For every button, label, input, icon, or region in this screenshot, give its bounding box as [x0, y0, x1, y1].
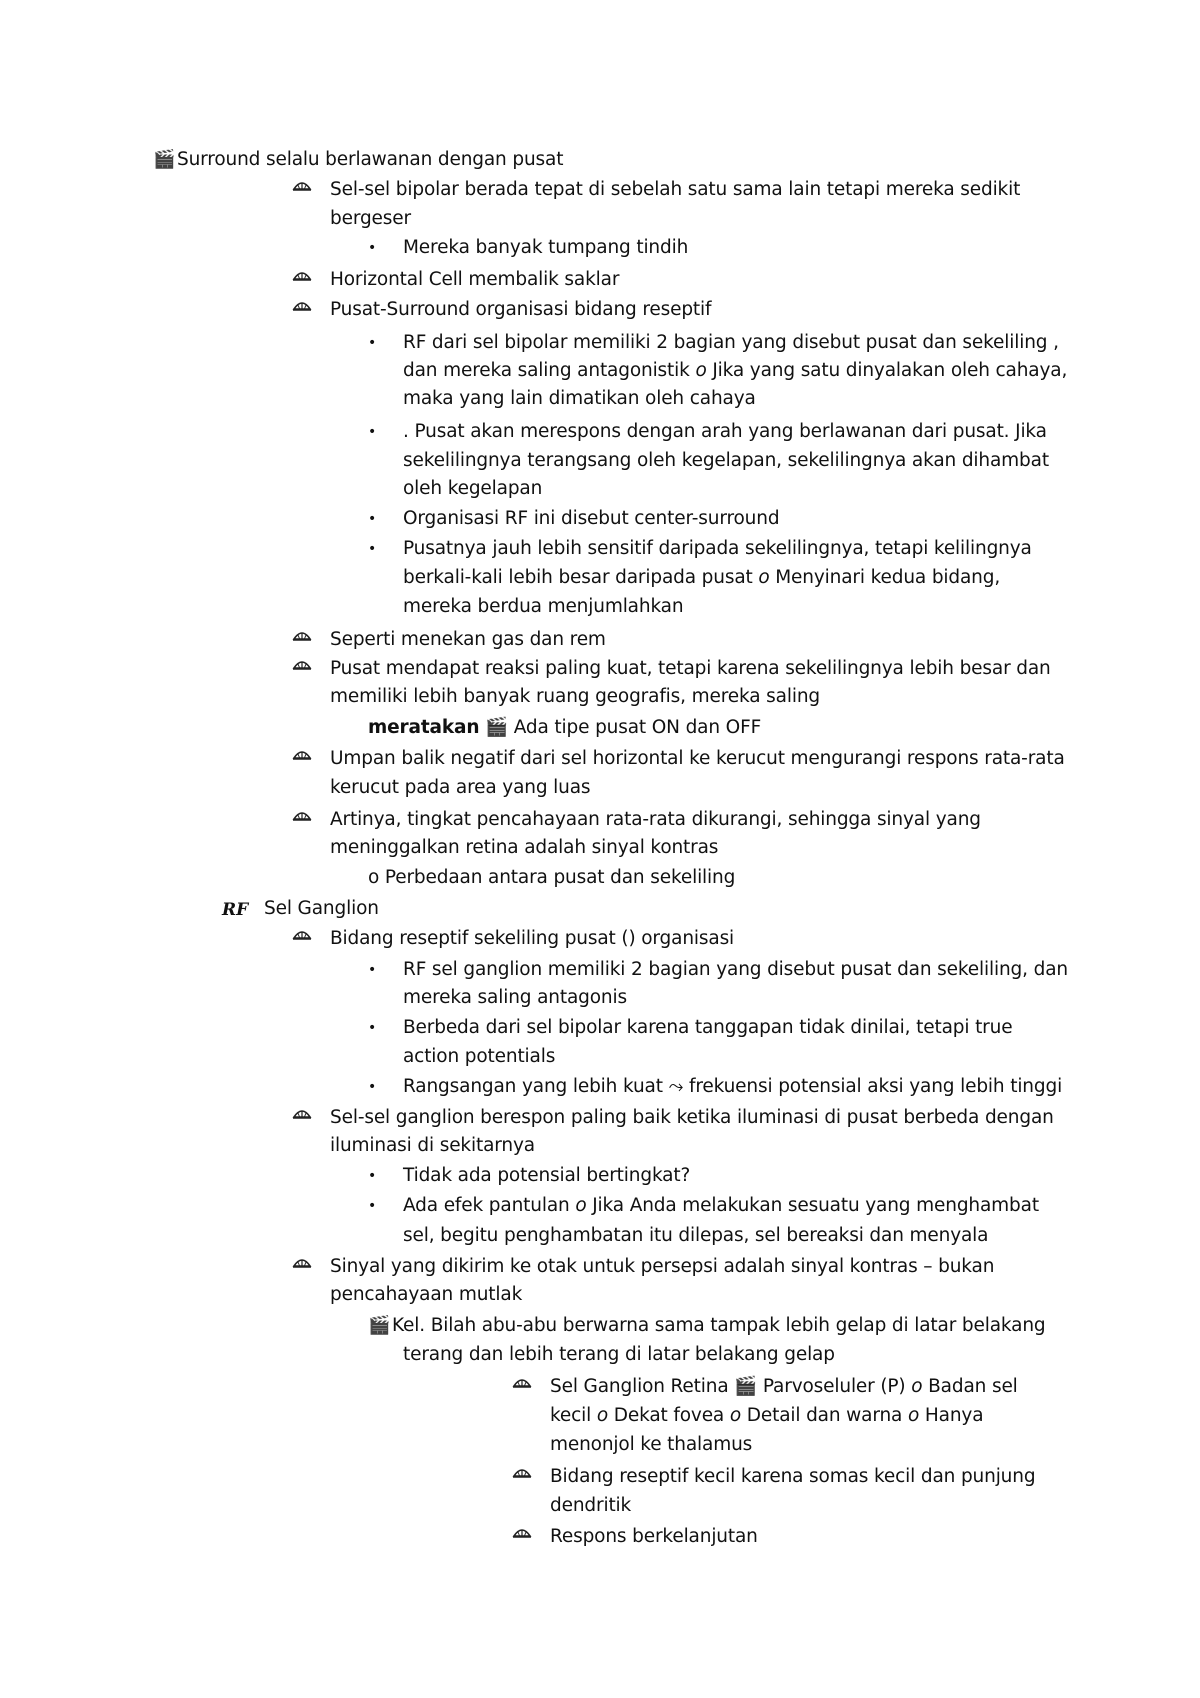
text-line: Seperti menekan gas dan rem — [330, 629, 606, 650]
text-line: mereka berdua menjumlahkan — [403, 596, 684, 617]
bullet-dot: • — [368, 335, 377, 351]
bullet-icon — [292, 1255, 312, 1279]
bullet-icon — [512, 1525, 532, 1549]
clapper-icon: 🎬 — [485, 717, 508, 738]
text-line: oleh kegelapan — [403, 478, 543, 499]
text-line — [550, 1375, 1018, 1399]
section-heading: Sel Ganglion — [264, 898, 379, 919]
bullet-icon — [292, 178, 312, 202]
text-line: Kel. Bilah abu-abu berwarna sama tampak lebih gelap di latar belakang — [392, 1315, 1046, 1336]
text-line: Pusat-Surround organisasi bidang reseptif — [330, 299, 712, 320]
text-line — [403, 1194, 1039, 1218]
text-line: Artinya, tingkat pencahayaan rata-rata dikurangi, sehingga sinyal yang — [330, 809, 981, 830]
text-line: action potentials — [403, 1046, 556, 1067]
sub-bullet-circle: o — [695, 360, 707, 381]
bullet-dot: • — [368, 1198, 377, 1214]
text-line: sekelilingnya terangsang oleh kegelapan, sekelilingnya akan dihambat — [403, 450, 1049, 471]
rf-label: RF — [222, 900, 249, 920]
bullet-icon — [292, 1106, 312, 1130]
bullet-dot: • — [368, 1079, 377, 1095]
text-segment: Dekat fovea — [613, 1405, 725, 1426]
heading-text: Surround selalu berlawanan dengan pusat — [177, 149, 564, 170]
text-segment: frekuensi potensial aksi yang lebih tinggi — [688, 1076, 1063, 1097]
text-segment: Detail dan warna — [746, 1405, 903, 1426]
sub-bullet-circle: o — [907, 1405, 920, 1426]
text-line: RF sel ganglion memiliki 2 bagian yang disebut pusat dan sekeliling, dan — [403, 959, 1068, 980]
text-line — [403, 359, 1067, 383]
sub-bullet-circle: o — [911, 1376, 923, 1397]
text-line: . Pusat akan merespons dengan arah yang berlawanan dari pusat. Jika — [403, 421, 1047, 442]
bullet-dot: • — [368, 511, 377, 527]
bullet-dot: • — [368, 1168, 377, 1184]
text-line: Sel-sel ganglion berespon paling baik ketika iluminasi di pusat berbeda dengan — [330, 1107, 1054, 1128]
text-segment: Menyinari kedua bidang, — [775, 567, 1001, 588]
bullet-dot: • — [368, 240, 377, 256]
bullet-icon — [292, 747, 312, 771]
text-segment: Badan sel — [928, 1376, 1018, 1397]
text-segment: Rangsangan yang lebih kuat — [403, 1076, 663, 1097]
text-line: Sel-sel bipolar berada tepat di sebelah satu sama lain tetapi mereka sedikit — [330, 179, 1021, 200]
text-line — [403, 566, 1000, 590]
clapper-icon: 🎬 — [153, 149, 176, 170]
text-line: meninggalkan retina adalah sinyal kontras — [330, 837, 719, 858]
text-line: Tidak ada potensial bertingkat? — [403, 1165, 691, 1186]
sub-bullet-circle: o — [729, 1405, 742, 1426]
text-line: maka yang lain dimatikan oleh cahaya — [403, 388, 756, 409]
text-line: Horizontal Cell membalik saklar — [330, 269, 620, 290]
text-line: Pusat mendapat reaksi paling kuat, tetapi karena sekelilingnya lebih besar dan — [330, 658, 1051, 679]
text-line: Umpan balik negatif dari sel horizontal ke kerucut mengurangi respons rata-rata — [330, 748, 1065, 769]
text-line: iluminasi di sekitarnya — [330, 1135, 535, 1156]
clapper-icon: 🎬 — [368, 1315, 391, 1336]
text-line: bergeser — [330, 208, 411, 229]
text-line: Respons berkelanjutan — [550, 1526, 758, 1547]
text-segment: Sel Ganglion Retina — [550, 1376, 729, 1397]
text-line: kerucut pada area yang luas — [330, 777, 591, 798]
text-line — [368, 716, 761, 740]
bullet-icon — [292, 657, 312, 681]
sub-bullet-circle: o — [575, 1195, 587, 1216]
text-line: Bidang reseptif kecil karena somas kecil dan punjung — [550, 1466, 1036, 1487]
text-line: memiliki lebih banyak ruang geografis, mereka saling — [330, 686, 820, 707]
text-line: pencahayaan mutlak — [330, 1284, 523, 1305]
text-line — [550, 1404, 983, 1428]
clapper-icon: 🎬 — [734, 1376, 758, 1397]
bullet-dot: • — [368, 424, 377, 440]
bold-text: meratakan — [368, 717, 480, 738]
bullet-icon — [292, 268, 312, 292]
text-segment: Jika yang satu dinyalakan oleh cahaya, — [712, 360, 1068, 381]
bullet-dot: • — [368, 962, 377, 978]
text-segment: Parvoseluler (P) — [762, 1376, 906, 1397]
text-line: o Perbedaan antara pusat dan sekeliling — [368, 867, 736, 888]
text-line: Bidang reseptif sekeliling pusat () organisasi — [330, 928, 735, 949]
sub-bullet-circle: o — [596, 1405, 609, 1426]
text-segment: berkali-kali lebih besar daripada pusat — [403, 567, 753, 588]
bullet-dot: • — [368, 541, 377, 557]
text-segment: Ada efek pantulan — [403, 1195, 570, 1216]
arrow-icon: ⤳ — [668, 1076, 684, 1097]
text-line: Pusatnya jauh lebih sensitif daripada sekelilingnya, tetapi kelilingnya — [403, 538, 1032, 559]
text-line: Organisasi RF ini disebut center-surround — [403, 508, 780, 529]
text-line: dendritik — [550, 1495, 632, 1516]
bullet-icon — [292, 628, 312, 652]
text-line: Sinyal yang dikirim ke otak untuk persepsi adalah sinyal kontras – bukan — [330, 1256, 995, 1277]
text-segment: Hanya — [924, 1405, 984, 1426]
text-line: menonjol ke thalamus — [550, 1434, 753, 1455]
text-segment: Jika Anda melakukan sesuatu yang menghambat — [592, 1195, 1039, 1216]
bullet-icon — [512, 1375, 532, 1399]
text-line: RF dari sel bipolar memiliki 2 bagian yang disebut pusat dan sekeliling , — [403, 332, 1059, 353]
text-segment: dan mereka saling antagonistik — [403, 360, 690, 381]
text-line: sel, begitu penghambatan itu dilepas, sel bereaksi dan menyala — [403, 1225, 989, 1246]
text-line — [403, 1075, 1062, 1099]
text-line: terang dan lebih terang di latar belakang gelap — [403, 1344, 835, 1365]
text-segment: Ada tipe pusat ON dan OFF — [513, 717, 762, 738]
bullet-icon — [292, 927, 312, 951]
text-line: Mereka banyak tumpang tindih — [403, 237, 689, 258]
bullet-icon — [512, 1465, 532, 1489]
text-line: mereka saling antagonis — [403, 987, 627, 1008]
bullet-icon — [292, 808, 312, 832]
text-segment: kecil — [550, 1405, 592, 1426]
bullet-icon — [292, 298, 312, 322]
bullet-dot: • — [368, 1020, 377, 1036]
text-line: Berbeda dari sel bipolar karena tanggapan tidak dinilai, tetapi true — [403, 1017, 1013, 1038]
sub-bullet-circle: o — [758, 567, 770, 588]
